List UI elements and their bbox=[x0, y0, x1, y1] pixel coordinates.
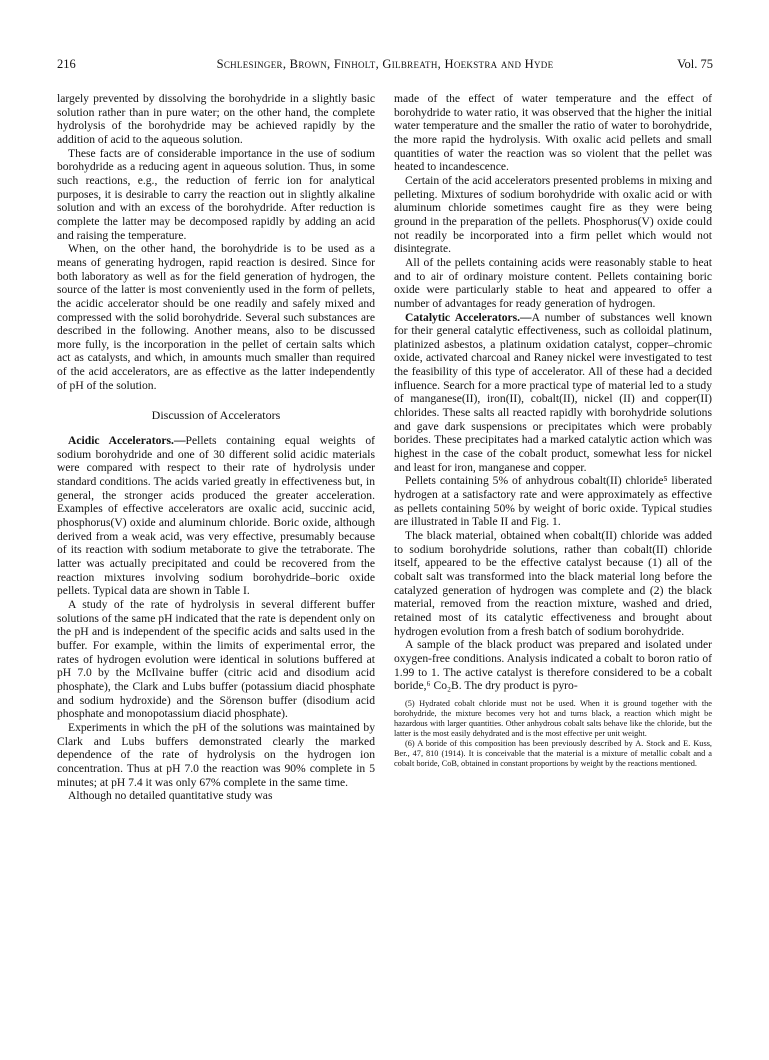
paragraph: A study of the rate of hydrolysis in several different buffer solutions of the same pH indicated that the rate is dependent only on the pH and is independent of the specific acids and salts used in the buffer. For example, within the limits of experimental error, the rates of hydrogen evolution were identical in solutions buffered at pH 7.0 by the McIlvaine buffer (citric acid and disodium acid phosphate), the Clark and Lubs buffer (potassium diacid phosphate and sodium hydroxide) and the Sörenson buffer (disodium acid phosphate and monopotassium diacid phosphate). bbox=[57, 597, 375, 721]
paragraph-text: Pellets containing equal weights of sodium borohydride and one of 30 different solid acidic materials were compared with respect to their rate of hydrolysis under standard conditions. The acids varied greatly in effectiveness but, in general, the stronger acids produced the greater acceleration. Examples of effective accelerators are oxalic acid, succinic acid, phosphorus(V) oxide and aluminum chloride. Boric oxide, although derived from a weak acid, was very effective, presumably because of its reaction with sodium metaborate to give the tetraborate. The latter was actually precipitated and could be recovered from the reaction mixtures involving sodium borohydride–boric oxide pellets. Typical data are shown in Table I. bbox=[57, 434, 376, 598]
paragraph: When, on the other hand, the borohydride is to be used as a means of generating hydrogen, rapid reaction is desired. Since for both laboratory as well as for the field generation of hydrogen, the source of the latter is most conveniently used in the form of pellets, the acidic accelerator should be one readily and safely mixed and compressed with the solid borohydride. Several such substances are described in the following. Another means, also to be discussed more fully, is the incorporation in the pellet of certain salts which act as catalysts, and which, in amounts much smaller than required of the acid accelerators, are as effective as the latter independently of pH of the solution. bbox=[57, 242, 375, 392]
paragraph: Although no detailed quantitative study was bbox=[68, 789, 273, 803]
paragraph: A sample of the black product was prepared and isolated under oxygen-free conditions. Analysis indicated a cobalt to boron ratio of 1.99 to 1. The active catalyst is therefore considered to be a cobalt boride,⁶ Co₂B. The dry product is pyro- bbox=[394, 638, 712, 693]
paragraph: made of the effect of water temperature and the effect of borohydride to water ratio, it was observed that the higher the initial water temperature and the smaller the ratio of water to borohydride, the more rapid the hydrolysis. With oxalic acid pellets and small quantities of water the reaction was so violent that the pellet was heated to incandescence. bbox=[394, 92, 712, 174]
page-number: 216 bbox=[57, 57, 76, 71]
run-in-heading: Catalytic Accelerators.— bbox=[405, 310, 532, 324]
right-column bbox=[394, 92, 712, 769]
left-column bbox=[57, 92, 375, 803]
section-heading: Discussion of Accelerators bbox=[151, 408, 281, 423]
paragraph-text: A number of substances well known for their general catalytic effectiveness, such as colloidal platinum, platinized asbestos, a platinum oxidation catalyst, copper–chromic oxide, activated charcoal and Raney nickel were investigated to test the feasibility of this type of accelerator. All of these had a decided influence. Search for a more practical type of material led to a study of manganese(II), iron(II), cobalt(II), nickel (II) and copper(II) chlorides. These salts all reacted rapidly with borohydride solutions and gave dark suspensions or precipitates which were probably borides. These precipitates had a marked catalytic action which was highest in the case of the cobalt product, somewhat less for nickel and least for iron, manganese and copper. bbox=[394, 310, 712, 474]
paragraph: The black material, obtained when cobalt(II) chloride was added to sodium borohydride solutions, rather than cobalt(II) chloride itself, appeared to be the effective catalyst because (1) all of the cobalt salt was transformed into the black material long before the catalyzed generation of hydrogen was complete and (2) the black material, removed from the reaction mixture, washed and dried, retained most of its catalytic effectiveness and brought about hydrogen evolution from a fresh batch of sodium borohydride. bbox=[394, 529, 712, 638]
running-header bbox=[57, 57, 713, 79]
footnotes bbox=[394, 699, 712, 769]
footnote-6: (6) A boride of this composition has been previously described by A. Stock and E. Kuss, Ber., 47, 810 (1914). It is conceivable that the material is a mixture of metallic cobalt and a cobalt boride, CoB, obtained in constant proportions by weight by the reactions mentioned. bbox=[394, 738, 712, 768]
paragraph: Pellets containing 5% of anhydrous cobalt(II) chloride⁵ liberated hydrogen at a satisfactory rate and were approximately as effective as pellets containing 50% by weight of boric oxide. Typical studies are illustrated in Table II and Fig. 1. bbox=[394, 474, 712, 529]
paragraph: All of the pellets containing acids were reasonably stable to heat and to air of ordinary moisture content. Pellets containing boric oxide were particularly stable to heat and appeared to offer a number of advantages for ready generation of hydrogen. bbox=[394, 255, 712, 310]
paragraph bbox=[57, 434, 375, 598]
volume-label: Vol. 75 bbox=[677, 57, 713, 71]
running-title: Schlesinger, Brown, Finholt, Gilbreath, Hoekstra and Hyde bbox=[216, 57, 554, 71]
footnote-5: (5) Hydrated cobalt chloride must not be used. When it is ground together with the borohydride, the mixture becomes very hot and turns black, a reaction which might be hazardous with larger quantities. Other anhydrous cobalt salts behave like the chloride, but the latter is the most easily dehydrated and is the most effective per unit weight. bbox=[394, 698, 712, 738]
paragraph bbox=[394, 311, 712, 475]
run-in-heading: Acidic Accelerators.— bbox=[68, 434, 186, 448]
paragraph: largely prevented by dissolving the borohydride in a slightly basic solution rather than in pure water; on the other hand, the complete hydrolysis of the borohydride may be achieved rapidly by the addition of acid to the aqueous solution. bbox=[57, 92, 375, 146]
paragraph: Experiments in which the pH of the solutions was maintained by Clark and Lubs buffers demonstrated clearly the marked dependence of the rate of hydrolysis on the hydrogen ion concentration. Thus at pH 7.0 the reaction was 90% complete in 5 minutes; at pH 7.4 it was only 67% complete in the same time. bbox=[57, 720, 375, 789]
paragraph: These facts are of considerable importance in the use of sodium borohydride as a reducing agent in aqueous solution. Thus, in some such reactions, e.g., the reduction of ferric ion for analytical purposes, it is desirable to carry the reaction out in slightly alkaline solution and with an excess of the borohydride. After reduction is complete the latter may be decomposed rapidly by adding an acid and raising the temperature. bbox=[57, 146, 375, 242]
paragraph: Certain of the acid accelerators presented problems in mixing and pelleting. Mixtures of sodium borohydride with oxalic acid or with aluminum chloride sometimes caught fire as they were being ground in the preparation of the pellets. Phosphorus(V) oxide could not readily be incorporated into a firm pellet which would not disintegrate. bbox=[394, 173, 712, 256]
